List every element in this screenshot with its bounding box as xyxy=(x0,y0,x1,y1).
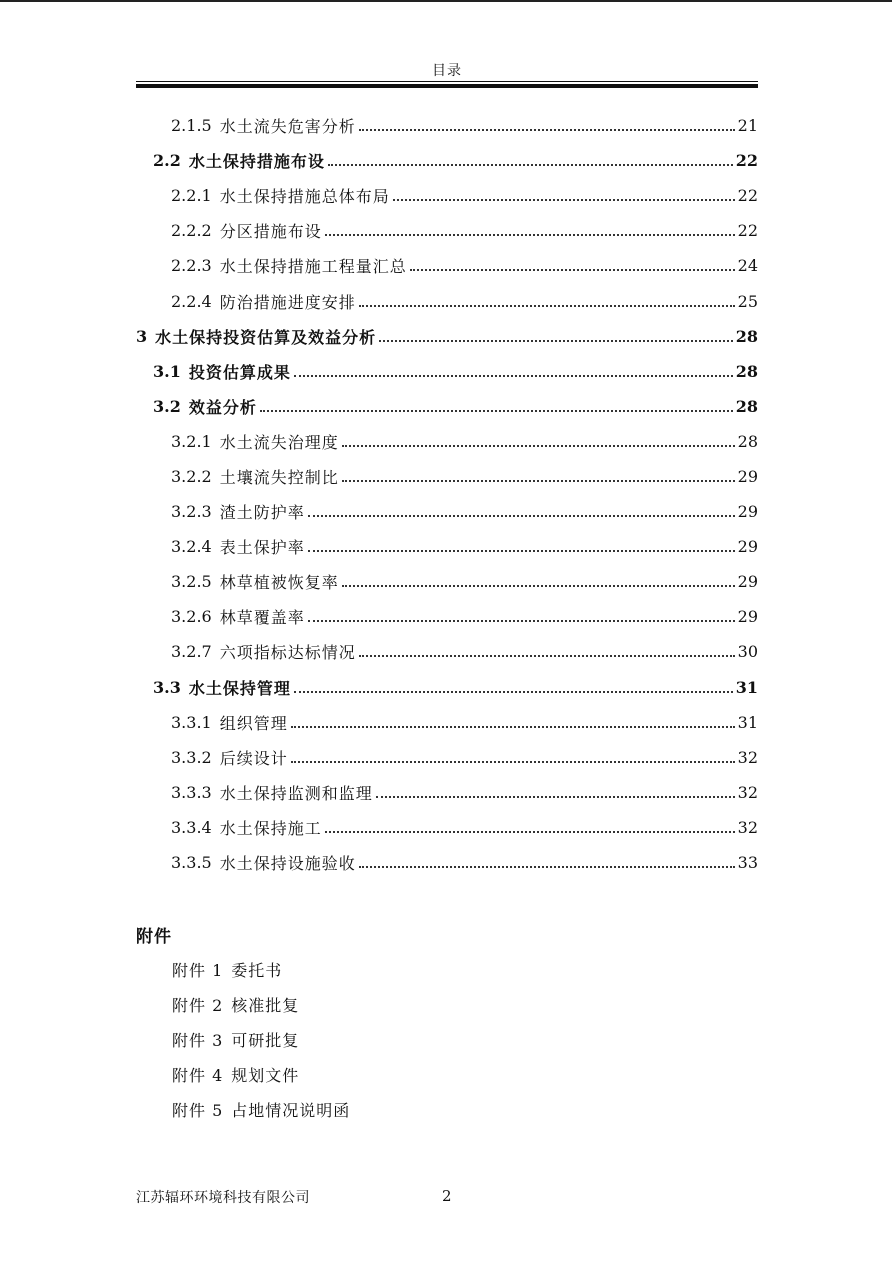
toc-entry-number: 2.2.1 xyxy=(171,186,212,206)
toc-entry-page: 22 xyxy=(735,151,758,171)
toc-entry-page: 22 xyxy=(737,186,758,206)
toc-entry[interactable] xyxy=(136,775,758,810)
toc-entry[interactable] xyxy=(136,599,758,634)
top-border-rule xyxy=(0,0,892,2)
toc-entry-title: 水土保持措施布设 xyxy=(188,152,325,172)
toc-entry-title: 林草覆盖率 xyxy=(219,608,305,628)
attachment-number: 附件 1 xyxy=(172,961,224,981)
toc-entry[interactable] xyxy=(136,634,758,669)
toc-entry-number: 3.2.4 xyxy=(171,537,212,557)
header-rule-thin xyxy=(136,81,758,82)
toc-entry-title: 分区措施布设 xyxy=(219,222,322,242)
toc-dot-leader xyxy=(291,725,735,728)
toc-entry[interactable] xyxy=(136,564,758,599)
toc-entry[interactable] xyxy=(136,705,758,740)
toc-entry-title: 水土保持监测和监理 xyxy=(219,783,373,803)
toc-entry-number: 3.3 xyxy=(153,677,181,697)
toc-dot-leader xyxy=(325,233,735,236)
toc-entry-title: 后续设计 xyxy=(219,748,288,768)
toc-entry-title: 表土保护率 xyxy=(219,538,305,558)
toc-entry-title: 投资估算成果 xyxy=(188,362,291,382)
toc-entry[interactable] xyxy=(136,494,758,529)
page-header-title: 目录 xyxy=(432,63,462,79)
toc-entry-number: 3 xyxy=(136,326,148,346)
toc-dot-leader xyxy=(308,514,735,517)
toc-dot-leader xyxy=(359,304,735,307)
toc-dot-leader xyxy=(294,690,733,693)
toc-entry-page: 29 xyxy=(737,572,758,592)
toc-entry-number: 3.1 xyxy=(153,361,181,381)
toc-entry-title: 水土保持措施工程量汇总 xyxy=(219,257,407,277)
toc-dot-leader xyxy=(376,795,735,798)
toc-entry-page: 22 xyxy=(737,221,758,241)
attachment-number: 附件 3 xyxy=(172,1031,224,1051)
toc-dot-leader xyxy=(342,444,735,447)
toc-dot-leader xyxy=(260,409,733,412)
attachments-list xyxy=(172,952,350,1127)
attachments-heading: 附件 xyxy=(136,927,172,947)
attachment-item[interactable] xyxy=(172,1092,350,1127)
attachment-item[interactable] xyxy=(172,1057,350,1092)
toc-entry[interactable] xyxy=(136,459,758,494)
toc-entry-title: 水土保持施工 xyxy=(219,818,322,838)
toc-entry-number: 3.3.4 xyxy=(171,817,212,837)
toc-entry-title: 六项指标达标情况 xyxy=(219,643,356,663)
toc-entry[interactable] xyxy=(136,319,758,354)
toc-entry-page: 32 xyxy=(737,817,758,837)
toc-entry[interactable] xyxy=(136,354,758,389)
toc-entry-title: 组织管理 xyxy=(219,713,288,733)
attachment-item[interactable] xyxy=(172,1022,350,1057)
toc-entry[interactable] xyxy=(136,143,758,178)
toc-entry-number: 2.1.5 xyxy=(171,116,212,136)
attachment-number: 附件 4 xyxy=(172,1066,224,1086)
toc-entry-page: 29 xyxy=(737,537,758,557)
toc-entry-page: 31 xyxy=(735,677,758,697)
toc-entry[interactable] xyxy=(136,178,758,213)
attachment-number: 附件 5 xyxy=(172,1101,224,1121)
toc-entry[interactable] xyxy=(136,845,758,880)
toc-entry-number: 3.3.1 xyxy=(171,712,212,732)
toc-entry-title: 效益分析 xyxy=(188,397,257,417)
toc-entry-number: 3.2.3 xyxy=(171,502,212,522)
toc-entry[interactable] xyxy=(136,810,758,845)
toc-entry-page: 28 xyxy=(737,431,758,451)
toc-entry-title: 林草植被恢复率 xyxy=(219,573,339,593)
toc-entry-title: 水土保持投资估算及效益分析 xyxy=(155,327,377,347)
toc-entry-page: 24 xyxy=(737,256,758,276)
toc-entry-number: 3.2.2 xyxy=(171,466,212,486)
toc-entry-page: 31 xyxy=(737,712,758,732)
toc-entry-title: 土壤流失控制比 xyxy=(219,467,339,487)
footer-company: 江苏辐环环境科技有限公司 xyxy=(136,1190,310,1206)
toc-dot-leader xyxy=(342,479,735,482)
toc-entry-page: 32 xyxy=(737,782,758,802)
toc-dot-leader xyxy=(308,549,735,552)
toc-entry[interactable] xyxy=(136,670,758,705)
attachment-number: 附件 2 xyxy=(172,996,224,1016)
toc-entry-page: 29 xyxy=(737,466,758,486)
footer-page-number: 2 xyxy=(442,1187,452,1205)
toc-entry[interactable] xyxy=(136,248,758,283)
toc-entry[interactable] xyxy=(136,108,758,143)
toc-entry-number: 3.3.5 xyxy=(171,853,212,873)
toc-dot-leader xyxy=(308,619,735,622)
toc-entry-title: 水土保持设施验收 xyxy=(219,854,356,874)
attachment-title: 委托书 xyxy=(231,961,283,981)
toc-entry-page: 29 xyxy=(737,502,758,522)
toc-dot-leader xyxy=(328,163,733,166)
toc-entry[interactable] xyxy=(136,529,758,564)
toc-dot-leader xyxy=(393,198,735,201)
toc-entry-number: 3.3.3 xyxy=(171,782,212,802)
toc-entry-number: 3.2.6 xyxy=(171,607,212,627)
toc-entry-number: 2.2 xyxy=(153,151,181,171)
toc-entry[interactable] xyxy=(136,740,758,775)
toc-entry-number: 2.2.2 xyxy=(171,221,212,241)
attachment-title: 核准批复 xyxy=(231,996,300,1016)
toc-entry-title: 水土流失治理度 xyxy=(219,432,339,452)
toc-dot-leader xyxy=(359,128,735,131)
toc-entry[interactable] xyxy=(136,213,758,248)
toc-entry-title: 水土流失危害分析 xyxy=(219,117,356,137)
table-of-contents xyxy=(136,108,758,880)
toc-entry-page: 32 xyxy=(737,747,758,767)
toc-dot-leader xyxy=(291,760,735,763)
toc-entry-number: 2.2.3 xyxy=(171,256,212,276)
toc-entry-title: 防治措施进度安排 xyxy=(219,292,356,312)
attachment-title: 占地情况说明函 xyxy=(231,1101,351,1121)
toc-entry-page: 28 xyxy=(735,326,758,346)
toc-entry-number: 2.2.4 xyxy=(171,291,212,311)
toc-entry-number: 3.2.5 xyxy=(171,572,212,592)
toc-dot-leader xyxy=(342,584,735,587)
toc-dot-leader xyxy=(359,865,735,868)
toc-entry-number: 3.2 xyxy=(153,396,181,416)
attachment-item[interactable] xyxy=(172,987,350,1022)
toc-dot-leader xyxy=(294,374,733,377)
toc-dot-leader xyxy=(410,268,735,271)
toc-entry-page: 30 xyxy=(737,642,758,662)
toc-entry-number: 3.2.1 xyxy=(171,431,212,451)
toc-entry[interactable] xyxy=(136,424,758,459)
toc-entry[interactable] xyxy=(136,283,758,318)
toc-entry-page: 33 xyxy=(737,853,758,873)
toc-dot-leader xyxy=(379,339,733,342)
toc-entry-title: 水土保持管理 xyxy=(188,678,291,698)
toc-entry-number: 3.3.2 xyxy=(171,747,212,767)
attachment-title: 规划文件 xyxy=(231,1066,300,1086)
attachment-item[interactable] xyxy=(172,952,350,987)
toc-dot-leader xyxy=(325,830,735,833)
toc-entry-page: 25 xyxy=(737,291,758,311)
toc-entry-page: 29 xyxy=(737,607,758,627)
toc-dot-leader xyxy=(359,654,735,657)
toc-entry-page: 28 xyxy=(735,361,758,381)
attachment-title: 可研批复 xyxy=(231,1031,300,1051)
toc-entry-title: 渣土防护率 xyxy=(219,503,305,523)
toc-entry-page: 28 xyxy=(735,396,758,416)
toc-entry[interactable] xyxy=(136,389,758,424)
toc-entry-title: 水土保持措施总体布局 xyxy=(219,187,390,207)
toc-entry-number: 3.2.7 xyxy=(171,642,212,662)
toc-entry-page: 21 xyxy=(737,116,758,136)
header-rule-thick xyxy=(136,84,758,88)
